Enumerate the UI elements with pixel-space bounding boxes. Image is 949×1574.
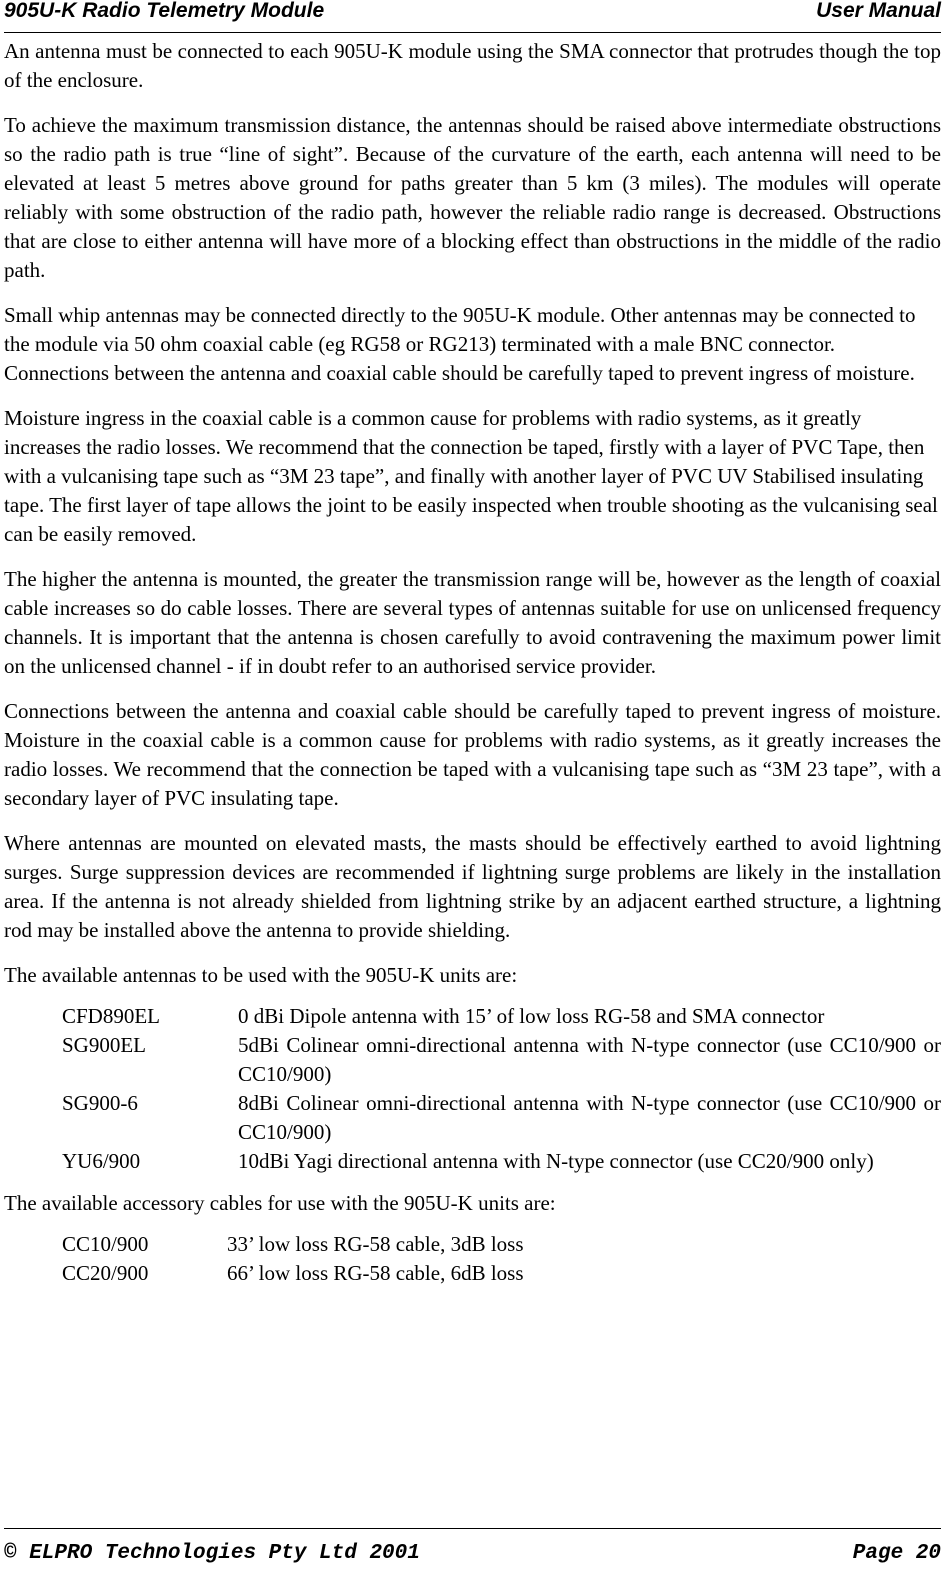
cables-intro: The available accessory cables for use with the 905U-K units are:: [4, 1191, 556, 1215]
antenna-description: 0 dBi Dipole antenna with 15’ of low loss RG-58 and SMA connector: [238, 1004, 825, 1028]
cable-description: 33’ low loss RG-58 cable, 3dB loss: [227, 1232, 524, 1256]
paragraph-lightning: Where antennas are mounted on elevated masts, the masts should be effectively earthed to avoid lightning surges. Surge suppression devices are recommended if lightning surge problems are likely in the installation area. If the antenna is not already shielded from lightning strike by an adjacent earthed structure, a lightning rod may be installed above the antenna to provide shielding.: [4, 831, 941, 942]
paragraph-line-of-sight: To achieve the maximum transmission distance, the antennas should be raised above intermediate obstructions so the radio path is true “line of sight”. Because of the curvature of the earth, each antenna will need to be elevated at least 5 metres above ground for paths greater than 5 km (3 miles). The modules will operate reliably with some obstruction of the radio path, however the reliable radio range is decreased. Obstructions that are close to either antenna will have more of a blocking effect than obstructions in the middle of the radio path.: [4, 113, 941, 282]
page-body: [4, 37, 941, 1288]
page-number: Page 20: [852, 1542, 941, 1565]
copyright: © ELPRO Technologies Pty Ltd 2001: [4, 1542, 420, 1565]
antenna-description: 8dBi Colinear omni-directional antenna with N-type connector (use CC10/900 or CC10/900): [238, 1091, 941, 1144]
paragraph-whip-antennas: Small whip antennas may be connected directly to the 905U-K module. Other antennas may be connected to the module via 50 ohm coaxial cable (eg RG58 or RG213) terminated with a male BNC connector. Connections between the antenna and coaxial cable should be carefully taped to prevent ingress of moisture.: [4, 303, 916, 385]
antenna-description: 10dBi Yagi directional antenna with N-type connector (use CC20/900 only): [238, 1149, 874, 1173]
paragraph-taping: Connections between the antenna and coaxial cable should be carefully taped to prevent ingress of moisture. Moisture in the coaxial cable is a common cause for problems with radio systems, as it greatly increases the radio losses. We recommend that the connection be taped with a vulcanising tape such as “3M 23 tape”, with a secondary layer of PVC insulating tape.: [4, 699, 941, 810]
cable-code: CC20/900: [62, 1261, 149, 1285]
page-header: [4, 0, 941, 33]
table-row: [62, 1147, 941, 1176]
antenna-description: 5dBi Colinear omni-directional antenna with N-type connector (use CC10/900 or CC10/900): [238, 1033, 941, 1086]
table-row: [62, 1230, 524, 1259]
paragraph-antenna-connection: An antenna must be connected to each 905U-K module using the SMA connector that protrudes though the top of the enclosure.: [4, 39, 941, 92]
page-footer: [4, 1528, 941, 1573]
table-row: [62, 1259, 524, 1288]
antenna-table: [62, 1002, 941, 1176]
antenna-code: CFD890EL: [62, 1004, 161, 1028]
paragraph-antenna-height: The higher the antenna is mounted, the greater the transmission range will be, however as the length of coaxial cable increases so do cable losses. There are several types of antennas suitable for use on unlicensed frequency channels. It is important that the antenna is chosen carefully to avoid contravening the maximum power limit on the unlicensed channel - if in doubt refer to an authorised service provider.: [4, 567, 941, 678]
antenna-code: YU6/900: [62, 1149, 141, 1173]
table-row: [62, 1002, 941, 1031]
antenna-code: SG900-6: [62, 1091, 138, 1115]
cable-description: 66’ low loss RG-58 cable, 6dB loss: [227, 1261, 524, 1285]
paragraph-moisture-ingress: Moisture ingress in the coaxial cable is a common cause for problems with radio systems, as it greatly increases the radio losses. We recommend that the connection be taped, firstly with a layer of PVC Tape, then with a vulcanising tape such as “3M 23 tape”, and finally with another layer of PVC UV Stabilised insulating tape. The first layer of tape allows the joint to be easily inspected when trouble shooting as the vulcanising seal can be easily removed.: [4, 406, 938, 546]
antennas-intro: The available antennas to be used with the 905U-K units are:: [4, 963, 518, 987]
document-title: 905U-K Radio Telemetry Module: [4, 0, 325, 22]
manual-label: User Manual: [816, 0, 941, 22]
antenna-code: SG900EL: [62, 1033, 146, 1057]
cable-table: [62, 1230, 524, 1288]
table-row: [62, 1089, 941, 1147]
cable-code: CC10/900: [62, 1232, 149, 1256]
table-row: [62, 1031, 941, 1089]
